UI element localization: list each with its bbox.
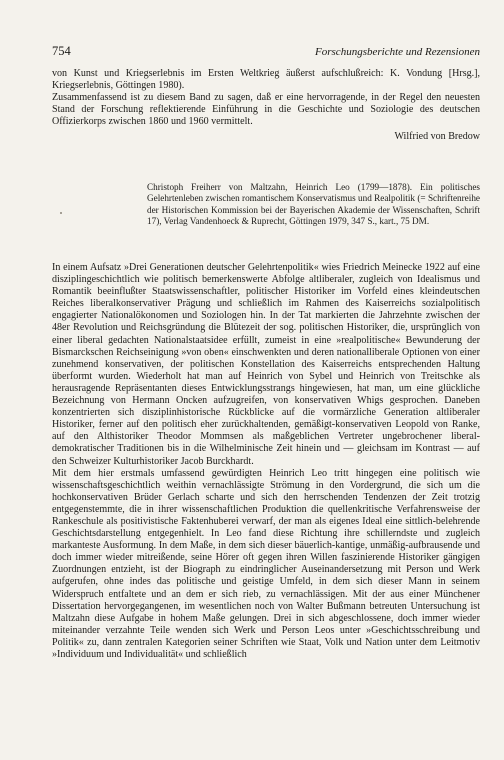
paragraph: von Kunst und Kriegserlebnis im Ersten Weltkrieg äußerst aufschlußreich: K. Vondung [Hrsg.], Kriegserlebnis, Göttingen 1980). — [52, 68, 480, 92]
paragraph: Zusammenfassend ist zu diesem Band zu sagen, daß er eine hervorragende, in der Regel den neuesten Stand der Forschung reflektierende Einführung in die Geschichte und Soziologie des deutschen Offizierkorps zwischen 1860 und 1960 vermittelt. — [52, 92, 480, 128]
paragraph: Mit dem hier erstmals umfassend gewürdigten Heinrich Leo tritt hingegen eine politisch wie wissenschaftsgeschichtlich weithin vernachlässigte Strömung in den Vordergrund, die sich um die hochkonservativen Brüder Gerlach scharte und sich den herrschenden Tendenzen der Zeit trotzig entgegenstemmte, die in ihrer wissenschaftlichen Produktion die quellenkritische Verfahrensweise der Rankeschule als positivistische Faktenhuberei verwarf, der man als eigenes Ideal eine sittlich-belehrende Geschichtsdarstellung entgegenhielt. In Leo fand diese Richtung ihre schillerndste und zugleich markanteste Ausformung. In dem Maße, in dem sich dieser bäuerlich-kantige, unmäßig-aufbrausende und doch immer wieder mitreißende, seine Hörer oft gegen ihren Willen faszinierende Historiker gängigen Zuordnungen entzieht, ist der Biograph zu eindringlicher Auseinandersetzung mit Person und Werk aufgerufen, ohne indes das politische und geistige Umfeld, in dem sich dieser Mann in seinem Widerspruch entfaltete und an dem er sich rieb, zu vernachlässigen. Mit der aus einer Münchener Dissertation hervorgegangenen, im wesentlichen noch von Walter Bußmann betreuten Untersuchung ist Maltzahn diese Aufgabe in hohem Maße gelungen. Drei in sich abgeschlossene, doch immer wieder miteinander verzahnte Teile wenden sich Werk und Person Leos unter »Geschichtsschreibung und Politik« zu, dann zentralen Kategorien seiner Schriften wie Staat, Volk und Nation unter dem Leitmotiv »Individuum und Individualität« und schließlich — [52, 467, 480, 660]
running-title: Forschungsberichte und Rezensionen — [315, 46, 480, 58]
page-number: 754 — [52, 44, 71, 58]
previous-review-closing — [52, 68, 480, 144]
paragraph: In einem Aufsatz »Drei Generationen deutscher Gelehrtenpolitik« wies Friedrich Meinecke 1922 auf eine disziplingeschichtlich wie politisch bemerkenswerte Abfolge altliberaler, zugleich von Idealismus und Romantik beeinflußter Staatswissenschaftler, politischer Historiker im Vorfeld eines kleindeutschen Reiches liberalkonservativer Prägung und schließlich im Rahmen des Kaiserreichs sozialpolitisch engagierter Nationalökonomen und Soziologen hin. In der Tat markierten die Jahrzehnte zwischen der 48er Revolution und Reichsgründung die Blütezeit der sog. politischen Historiker, die, ursprünglich von einer liberal gedachten Nationalstaatsidee erfüllt, zumeist in eine »realpolitische« Bewunderung der Bismarckschen Reichseinigung »von oben« einschwenkten und deren nationalliberale Optionen von einer zunehmend konservativen, der politischen Konstellation des Kaiserreichs entsprechenden Haltung überformt wurden. Wiederholt hat man auf Heinrich von Sybel und Heinrich von Treitschke als herausragende Repräsentanten dieses Entwicklungsstrangs hingewiesen, hat man, um eine glückliche Bezeichnung von Hermann Oncken aufzugreifen, von konservativen Whigs gesprochen. Daneben konzentrierten sich disziplinhistorische Rückblicke auf die vormärzliche Generation altliberaler Historiker, ferner auf den politisch eher zurückhaltenden, gemäßigt-konservativen Leopold von Ranke, auf den Althistoriker Theodor Mommsen als maßgeblichen Vertreter ungebrochener liberal-demokratischer Traditionen bis in die Wilhelminische Zeit hinein und — gleichsam im Kontrast — auf den Schweizer Kulturhistoriker Jacob Burckhardt. — [52, 262, 480, 467]
page-header — [52, 44, 480, 59]
reviewer-signature: Wilfried von Bredow — [394, 131, 480, 143]
margin-dot — [60, 212, 62, 214]
review-body — [52, 262, 480, 661]
book-citation: Christoph Freiherr von Maltzahn, Heinrich Leo (1799—1878). Ein politisches Gelehrtenleben zwischen romantischem Konservatismus und Realpolitik (= Schriftenreihe der Historischen Kommission bei der Bayerischen Akademie der Wissenschaften, Schrift 17), Verlag Vandenhoeck & Ruprecht, Göttingen 1979, 347 S., kart., 75 DM. — [147, 182, 480, 227]
